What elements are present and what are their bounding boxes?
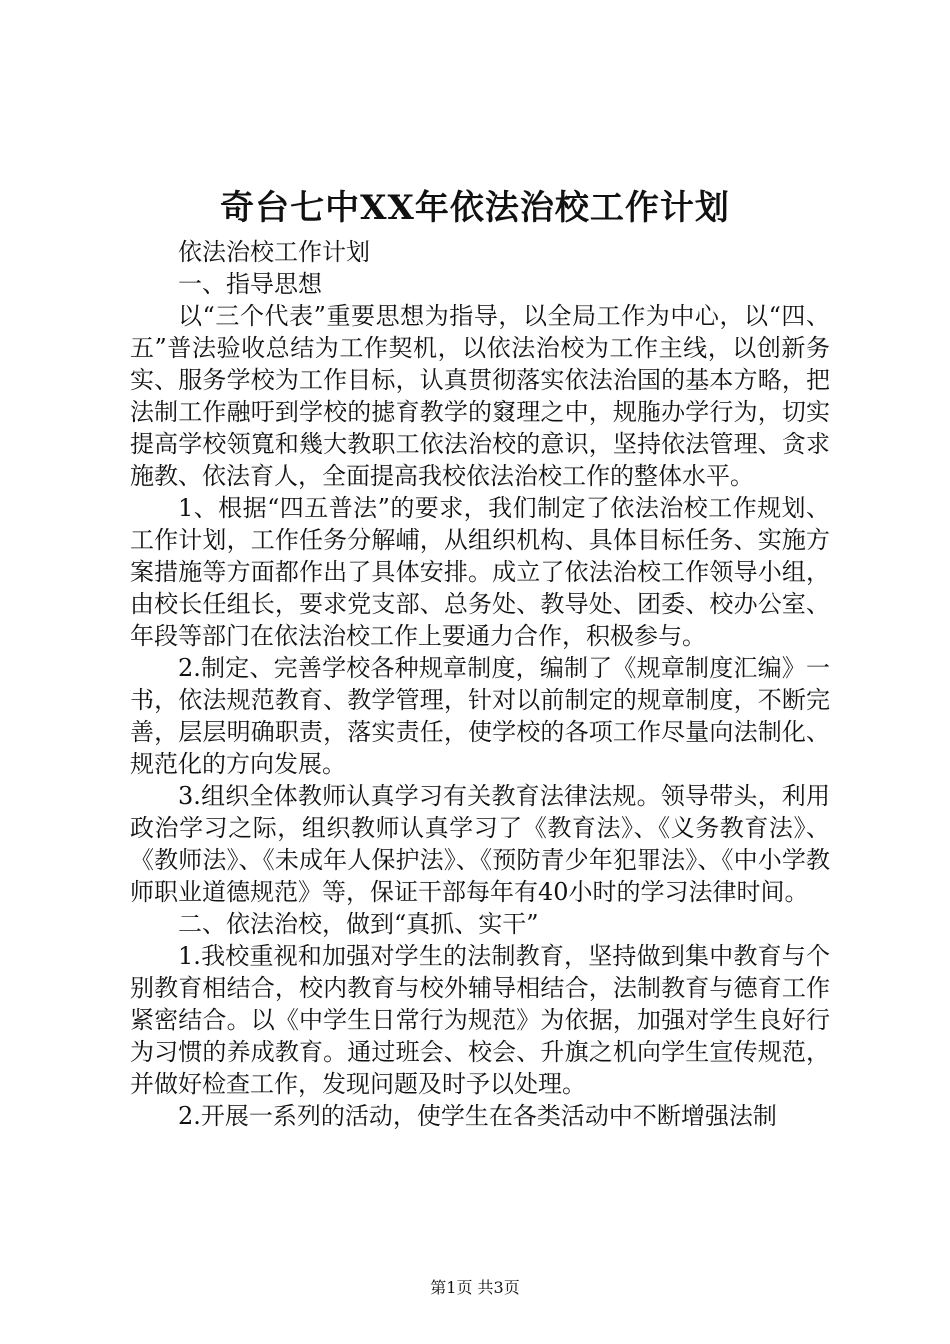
document-body (130, 236, 830, 1132)
body-paragraph: 3.组织全体教师认真学习有关教育法律法规。领导带头，利用政治学习之际，组织教师认真学习了《教育法》、《义务教育法》、《教师法》、《未成年人保护法》、《预防青少年犯罪法》、《中小学教师职业道德规范》等，保证干部每年有40小时的学习法律时间。 (130, 782, 830, 906)
page-number-footer: 第1页 共3页 (430, 1278, 520, 1297)
section-heading-rule-of-law: 二、依法治校，做到“真抓、实干” (178, 910, 539, 938)
body-paragraph: 1.我校重视和加强对学生的法制教育，坚持做到集中教育与个别教育相结合，校内教育与校外辅导相结合，法制教育与德育工作紧密结合。以《中学生日常行为规范》为依据，加强对学生良好行为习惯的养成教育。通过班会、校会、升旗之机向学生宣传规范，并做好检查工作，发现问题及时予以处理。 (130, 942, 830, 1098)
body-paragraph: 以“三个代表”重要思想为指导，以全局工作为中心，以“四、五”普法验收总结为工作契机，以依法治校为工作主线，以创新务实、服务学校为工作目标，认真贯彻落实依法治国的基本方略，把法制工作融吁到学校的摅育教学的窡理之中，规胣办学行为，切实提高学校领寬和幾大教职工依法治校的意识，坚持依法管理、贪求施教、依法育人，全面提高我校依法治校工作的整体水平。 (130, 302, 830, 490)
body-paragraph: 2.开展一系列的活动，使学生在各类活动中不断增强法制 (178, 1102, 777, 1130)
document-title: 奇台七中XX年依法治校工作计划 (220, 188, 730, 228)
subtitle-paragraph: 依法治校工作计划 (178, 238, 370, 266)
body-paragraph: 2.制定、完善学校各种规章制度，编制了《规章制度汇编》一书，依法规范教育、教学管理，针对以前制定的规章制度，不断完善，层层明确职责，落实责任，使学校的各项工作尽量向法制化、规范化的方向发展。 (130, 654, 830, 778)
body-paragraph: 1、根据“四五普法”的要求，我们制定了依法治校工作规划、工作计划，工作任务分解峬，从组织机构、具体目标任务、实施方案措施等方面都作出了具体安排。成立了依法治校工作领导小组，由校长任组长，要求党支部、总务处、教导处、团委、校办公室、年段等部门在依法治校工作上要通力合作，积极参与。 (130, 494, 830, 650)
section-heading-guiding-ideology: 一、指导思想 (178, 270, 322, 298)
